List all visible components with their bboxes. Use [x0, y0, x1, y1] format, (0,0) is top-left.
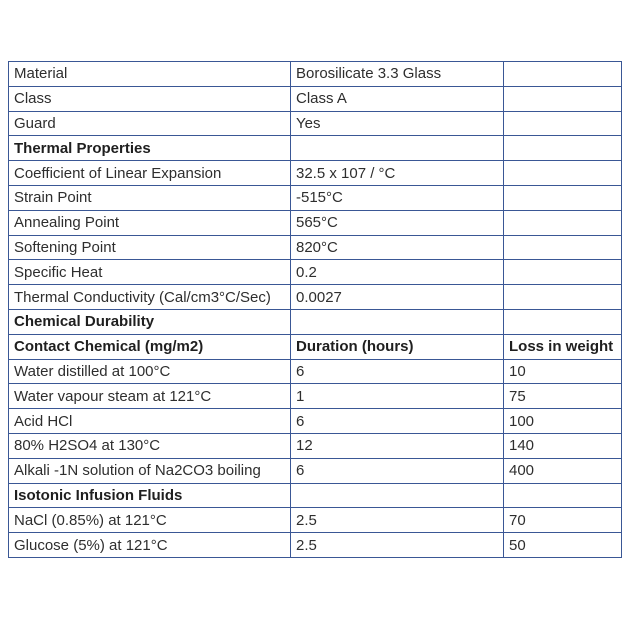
table-cell: 100 [504, 409, 622, 434]
table-row [9, 334, 622, 359]
table-cell: Borosilicate 3.3 Glass [291, 62, 504, 87]
table-row [9, 433, 622, 458]
table-row [9, 235, 622, 260]
table-cell [504, 161, 622, 186]
table-cell: Yes [291, 111, 504, 136]
table-cell: 6 [291, 359, 504, 384]
table-cell [504, 136, 622, 161]
table-cell [504, 210, 622, 235]
table-row [9, 136, 622, 161]
table-cell: 820°C [291, 235, 504, 260]
table-cell: Class [9, 86, 291, 111]
table-cell: Chemical Durability [9, 309, 291, 334]
table-row [9, 62, 622, 87]
table-cell [504, 309, 622, 334]
table-cell: 6 [291, 458, 504, 483]
table-row [9, 86, 622, 111]
table-cell: 32.5 x 107 / °C [291, 161, 504, 186]
table-cell: 70 [504, 508, 622, 533]
table-cell: 2.5 [291, 508, 504, 533]
table-row [9, 483, 622, 508]
table-cell: Duration (hours) [291, 334, 504, 359]
table-row [9, 285, 622, 310]
table-cell: 75 [504, 384, 622, 409]
table-row [9, 161, 622, 186]
table-cell: Contact Chemical (mg/m2) [9, 334, 291, 359]
table-row [9, 533, 622, 558]
table-row [9, 384, 622, 409]
properties-table [8, 61, 622, 558]
table-cell: Annealing Point [9, 210, 291, 235]
table-cell: Strain Point [9, 185, 291, 210]
table-row [9, 111, 622, 136]
table-cell: 2.5 [291, 533, 504, 558]
table-cell [504, 185, 622, 210]
table-row [9, 309, 622, 334]
table-cell: 0.2 [291, 260, 504, 285]
table-cell [504, 483, 622, 508]
table-cell [291, 483, 504, 508]
table-cell: 400 [504, 458, 622, 483]
table-cell: 0.0027 [291, 285, 504, 310]
table-cell: Water vapour steam at 121°C [9, 384, 291, 409]
table-cell: Water distilled at 100°C [9, 359, 291, 384]
table-row [9, 508, 622, 533]
table-cell: 10 [504, 359, 622, 384]
table-cell [504, 62, 622, 87]
table-cell: 50 [504, 533, 622, 558]
table-cell: Specific Heat [9, 260, 291, 285]
table-cell: 6 [291, 409, 504, 434]
table-cell [291, 136, 504, 161]
table-cell [504, 260, 622, 285]
table-cell [504, 235, 622, 260]
table-cell: 1 [291, 384, 504, 409]
table-row [9, 458, 622, 483]
table-cell: 565°C [291, 210, 504, 235]
table-cell: Thermal Properties [9, 136, 291, 161]
table-cell: Material [9, 62, 291, 87]
table-cell: Loss in weight [504, 334, 622, 359]
table-cell: Coefficient of Linear Expansion [9, 161, 291, 186]
table-cell: Thermal Conductivity (Cal/cm3°C/Sec) [9, 285, 291, 310]
table-row [9, 185, 622, 210]
table-cell [291, 309, 504, 334]
table-cell: -515°C [291, 185, 504, 210]
table-cell: Glucose (5%) at 121°C [9, 533, 291, 558]
table-row [9, 260, 622, 285]
table-row [9, 409, 622, 434]
table-cell: NaCl (0.85%) at 121°C [9, 508, 291, 533]
table-cell: 80% H2SO4 at 130°C [9, 433, 291, 458]
properties-table-body [9, 62, 622, 558]
table-cell [504, 86, 622, 111]
table-cell: 12 [291, 433, 504, 458]
table-cell: Alkali -1N solution of Na2CO3 boiling [9, 458, 291, 483]
table-cell: Class A [291, 86, 504, 111]
table-cell: 140 [504, 433, 622, 458]
table-cell: Softening Point [9, 235, 291, 260]
table-row [9, 359, 622, 384]
table-cell: Guard [9, 111, 291, 136]
table-row [9, 210, 622, 235]
table-cell [504, 111, 622, 136]
table-cell [504, 285, 622, 310]
table-cell: Acid HCl [9, 409, 291, 434]
table-cell: Isotonic Infusion Fluids [9, 483, 291, 508]
